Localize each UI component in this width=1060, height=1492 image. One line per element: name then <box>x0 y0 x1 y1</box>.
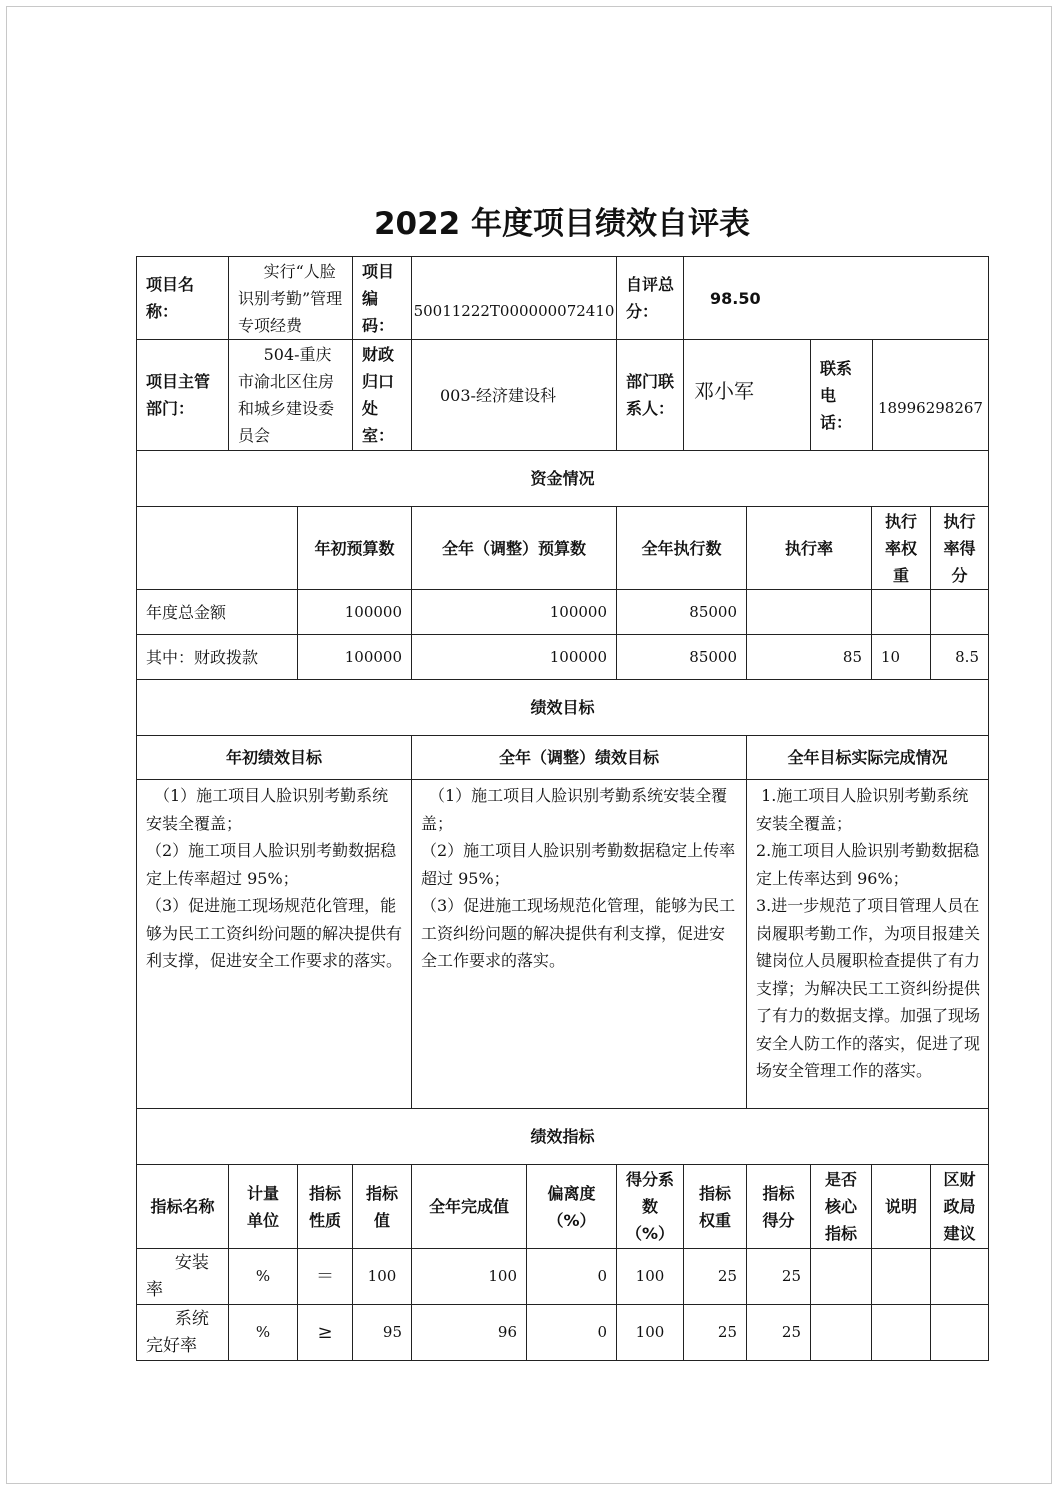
funds-row-total-score <box>930 589 989 635</box>
ind-row-2-name-text: 系统完好率 <box>146 1308 209 1356</box>
ind-col-completed: 全年完成值 <box>411 1164 527 1249</box>
ind-col-core: 是否核心指标 <box>810 1164 872 1249</box>
goals-col-adjusted: 全年（调整）绩效目标 <box>411 735 747 780</box>
finance-office-value: 003-经济建设科 <box>411 339 617 451</box>
funds-row-fiscal-rate: 85 <box>746 634 872 680</box>
funds-row-fiscal-label: 其中：财政拨款 <box>136 634 298 680</box>
funds-col-initial-budget: 年初预算数 <box>297 506 412 590</box>
ind-col-weight: 指标权重 <box>683 1164 747 1249</box>
ind-col-note: 说明 <box>871 1164 931 1249</box>
ind-row-1-core <box>810 1248 872 1305</box>
project-code-value: 50011222T000000072410 <box>411 256 617 340</box>
dept-value <box>228 339 353 451</box>
indicators-section-title: 绩效指标 <box>136 1108 989 1165</box>
ind-row-2-nature: ≥ <box>297 1304 353 1361</box>
ind-row-2-completed: 96 <box>411 1304 527 1361</box>
self-score-value: 98.50 <box>683 256 989 340</box>
goals-initial-text: （1）施工项目人脸识别考勤系统安装全覆盖； （2）施工项目人脸识别考勤数据稳定上传率超过 95%； （3）促进施工现场规范化管理，能够为民工工资纠纷问题的解决提供有利支撑，促进安全工作要求的落实。 <box>136 779 412 1109</box>
funds-col-exec-score: 执行率得分 <box>930 506 989 590</box>
goals-col-initial: 年初绩效目标 <box>136 735 412 780</box>
ind-row-1-weight: 25 <box>683 1248 747 1305</box>
ind-col-nature: 指标性质 <box>297 1164 353 1249</box>
project-name-value <box>228 256 353 340</box>
funds-header-blank <box>136 506 298 590</box>
ind-row-1-completed: 100 <box>411 1248 527 1305</box>
funds-col-exec-rate: 执行率 <box>746 506 872 590</box>
dept-text: 504-重庆市渝北区住房和城乡建设委员会 <box>238 345 335 445</box>
ind-row-2-score-coef: 100 <box>616 1304 684 1361</box>
ind-row-2-note <box>871 1304 931 1361</box>
ind-col-name: 指标名称 <box>136 1164 229 1249</box>
contact-label: 部门联系人： <box>616 339 684 451</box>
ind-col-unit: 计量单位 <box>228 1164 298 1249</box>
funds-row-total-initial: 100000 <box>297 589 412 635</box>
ind-col-deviation: 偏离度（%） <box>526 1164 617 1249</box>
ind-row-1-score: 25 <box>746 1248 811 1305</box>
ind-row-1-name-text: 安装率 <box>146 1252 209 1300</box>
ind-row-2-score: 25 <box>746 1304 811 1361</box>
ind-row-1-name <box>136 1248 229 1305</box>
funds-row-total-label: 年度总金额 <box>136 589 298 635</box>
funds-row-total-executed: 85000 <box>616 589 747 635</box>
funds-row-total-adjusted: 100000 <box>411 589 617 635</box>
ind-row-1-target: 100 <box>352 1248 412 1305</box>
finance-office-label: 财政归口处室： <box>352 339 412 451</box>
goals-actual-text: 1.施工项目人脸识别考勤系统安装全覆盖； 2.施工项目人脸识别考勤数据稳定上传率达到 96%； 3.进一步规范了项目管理人员在岗履职考勤工作，为项目报建关键岗位人员履职检查提供了有力支撑；为解决民工工资纠纷提供了有力的数据支撑。加强了现场安全人防工作的落实，促进了现场安全管理工作的落实。 <box>746 779 989 1109</box>
project-code-label: 项目编码： <box>352 256 412 340</box>
ind-col-target: 指标值 <box>352 1164 412 1249</box>
ind-row-1-nature: ＝ <box>297 1248 353 1305</box>
funds-col-exec-weight: 执行率权重 <box>871 506 931 590</box>
goals-adjusted-text: （1）施工项目人脸识别考勤系统安装全覆盖； （2）施工项目人脸识别考勤数据稳定上传率超过 95%； （3）促进施工现场规范化管理，能够为民工工资纠纷问题的解决提供有利支撑，促进安全工作要求的落实。 <box>411 779 747 1109</box>
project-name-label: 项目名称： <box>136 256 229 340</box>
funds-row-fiscal-initial: 100000 <box>297 634 412 680</box>
ind-row-2-advice <box>930 1304 989 1361</box>
goals-col-actual: 全年目标实际完成情况 <box>746 735 989 780</box>
funds-row-fiscal-score: 8.5 <box>930 634 989 680</box>
ind-col-advice: 区财政局建议 <box>930 1164 989 1249</box>
funds-row-fiscal-adjusted: 100000 <box>411 634 617 680</box>
ind-col-score-coef: 得分系数（%） <box>616 1164 684 1249</box>
funds-row-fiscal-executed: 85000 <box>616 634 747 680</box>
ind-row-2-target: 95 <box>352 1304 412 1361</box>
ind-row-1-note <box>871 1248 931 1305</box>
dept-label: 项目主管部门： <box>136 339 229 451</box>
phone-value: 18996298267 <box>872 339 989 451</box>
goals-section-title: 绩效目标 <box>136 679 989 736</box>
ind-row-2-deviation: 0 <box>526 1304 617 1361</box>
funds-row-fiscal-weight: 10 <box>871 634 931 680</box>
phone-label: 联系电话： <box>810 339 873 451</box>
ind-row-1-score-coef: 100 <box>616 1248 684 1305</box>
self-score-label: 自评总分： <box>616 256 684 340</box>
ind-row-2-core <box>810 1304 872 1361</box>
funds-row-total-weight <box>871 589 931 635</box>
ind-row-1-deviation: 0 <box>526 1248 617 1305</box>
ind-col-score: 指标得分 <box>746 1164 811 1249</box>
project-name-text: 实行“人脸识别考勤”管理专项经费 <box>238 261 343 335</box>
ind-row-1-advice <box>930 1248 989 1305</box>
ind-row-2-name <box>136 1304 229 1361</box>
funds-col-executed: 全年执行数 <box>616 506 747 590</box>
funds-row-total-rate <box>746 589 872 635</box>
ind-row-2-weight: 25 <box>683 1304 747 1361</box>
contact-value: 邓小军 <box>683 339 811 451</box>
document-title: 2022 年度项目绩效自评表 <box>373 206 751 242</box>
funds-col-adjusted-budget: 全年（调整）预算数 <box>411 506 617 590</box>
funds-section-title: 资金情况 <box>136 450 989 507</box>
ind-row-2-unit: % <box>228 1304 298 1361</box>
ind-row-1-unit: % <box>228 1248 298 1305</box>
